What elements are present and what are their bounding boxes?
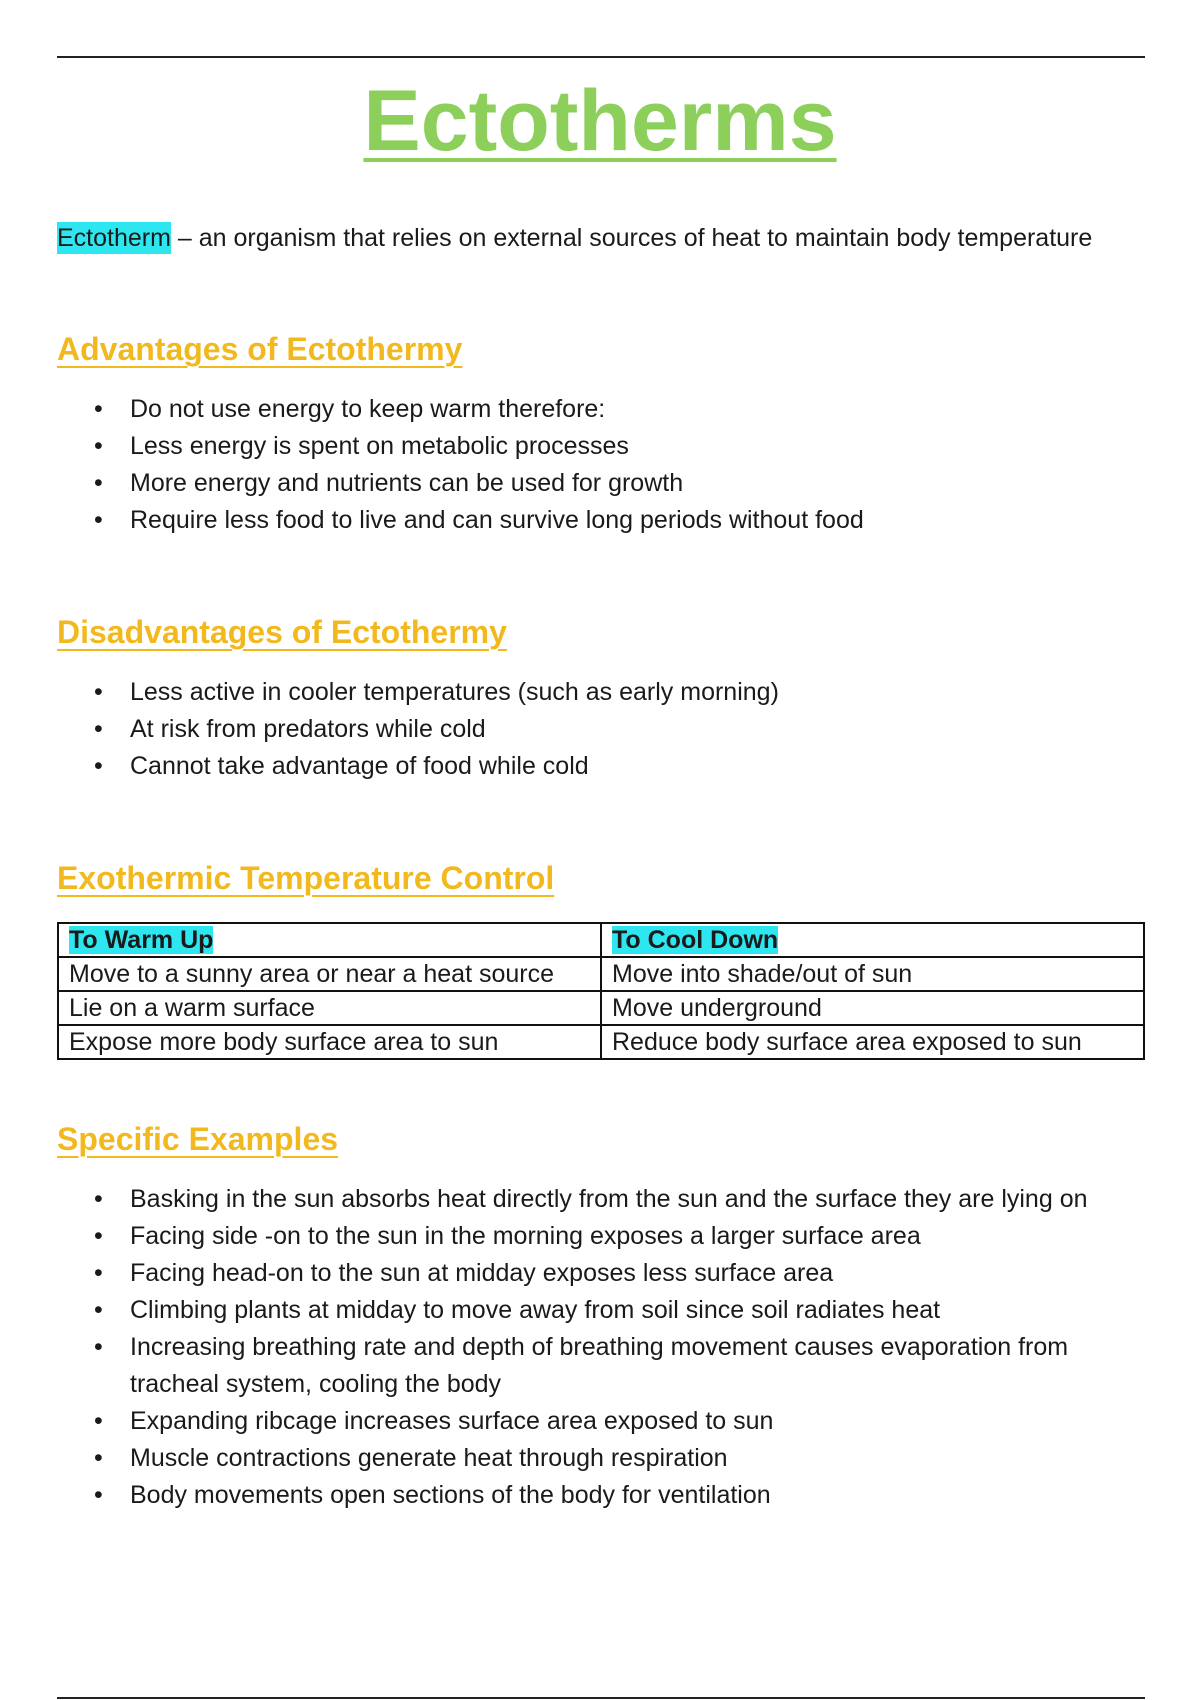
table-cell: Move underground bbox=[601, 991, 1144, 1025]
bullet-icon: • bbox=[94, 678, 103, 706]
definition-text: – an organism that relies on external sources of heat to maintain body temperature bbox=[170, 224, 1093, 252]
list-item: • Less energy is spent on metabolic processes bbox=[57, 428, 1145, 465]
bullet-icon: • bbox=[94, 1481, 103, 1509]
table-cell: Lie on a warm surface bbox=[58, 991, 601, 1025]
bullet-icon: • bbox=[94, 1259, 103, 1287]
temperature-control-table bbox=[57, 922, 1145, 1060]
bullet-icon: • bbox=[94, 469, 103, 497]
page-title: Ectotherms bbox=[363, 73, 837, 169]
bullet-icon: • bbox=[94, 1333, 103, 1361]
table-header-row bbox=[58, 923, 1144, 957]
bullet-icon: • bbox=[94, 1444, 103, 1472]
list-item: • Muscle contractions generate heat through respiration bbox=[57, 1440, 1145, 1477]
list-item: • Less active in cooler temperatures (such as early morning) bbox=[57, 674, 1145, 711]
bottom-divider bbox=[57, 1697, 1145, 1699]
list-item: • More energy and nutrients can be used for growth bbox=[57, 465, 1145, 502]
advantages-list bbox=[57, 391, 1145, 539]
disadvantages-heading: Disadvantages of Ectothermy bbox=[57, 614, 507, 650]
table-row bbox=[58, 957, 1144, 991]
examples-list bbox=[57, 1181, 1145, 1514]
definition-term: Ectotherm bbox=[57, 224, 171, 252]
top-divider bbox=[57, 56, 1145, 58]
advantages-heading: Advantages of Ectothermy bbox=[57, 331, 463, 367]
list-item: • Body movements open sections of the body for ventilation bbox=[57, 1477, 1145, 1514]
bullet-icon: • bbox=[94, 506, 103, 534]
list-item: • Facing side -on to the sun in the morning exposes a larger surface area bbox=[57, 1218, 1145, 1255]
definition bbox=[57, 223, 1157, 253]
list-item: • Require less food to live and can survive long periods without food bbox=[57, 502, 1145, 539]
bullet-icon: • bbox=[94, 1222, 103, 1250]
table-header: To Cool Down bbox=[601, 923, 1144, 957]
bullet-icon: • bbox=[94, 1185, 103, 1213]
bullet-icon: • bbox=[94, 1407, 103, 1435]
table-cell: Move into shade/out of sun bbox=[601, 957, 1144, 991]
table-row bbox=[58, 991, 1144, 1025]
table-header: To Warm Up bbox=[58, 923, 601, 957]
table-cell: Move to a sunny area or near a heat source bbox=[58, 957, 601, 991]
control-heading: Exothermic Temperature Control bbox=[57, 860, 555, 896]
list-item: • Cannot take advantage of food while cold bbox=[57, 748, 1145, 785]
bullet-icon: • bbox=[94, 395, 103, 423]
bullet-icon: • bbox=[94, 1296, 103, 1324]
list-item: • At risk from predators while cold bbox=[57, 711, 1145, 748]
bullet-icon: • bbox=[94, 752, 103, 780]
list-item: • Climbing plants at midday to move away from soil since soil radiates heat bbox=[57, 1292, 1145, 1329]
bullet-icon: • bbox=[94, 715, 103, 743]
list-item: • Basking in the sun absorbs heat directly from the sun and the surface they are lying on bbox=[57, 1181, 1145, 1218]
list-item: • Do not use energy to keep warm therefore: bbox=[57, 391, 1145, 428]
examples-heading: Specific Examples bbox=[57, 1121, 339, 1157]
table-cell: Expose more body surface area to sun bbox=[58, 1025, 601, 1059]
list-item: • Facing head-on to the sun at midday exposes less surface area bbox=[57, 1255, 1145, 1292]
bullet-icon: • bbox=[94, 432, 103, 460]
table-cell: Reduce body surface area exposed to sun bbox=[601, 1025, 1144, 1059]
list-item: • Expanding ribcage increases surface area exposed to sun bbox=[57, 1403, 1145, 1440]
table-row bbox=[58, 1025, 1144, 1059]
disadvantages-list bbox=[57, 674, 1145, 785]
list-item: • Increasing breathing rate and depth of breathing movement causes evaporation from tracheal system, cooling the body bbox=[57, 1329, 1145, 1403]
